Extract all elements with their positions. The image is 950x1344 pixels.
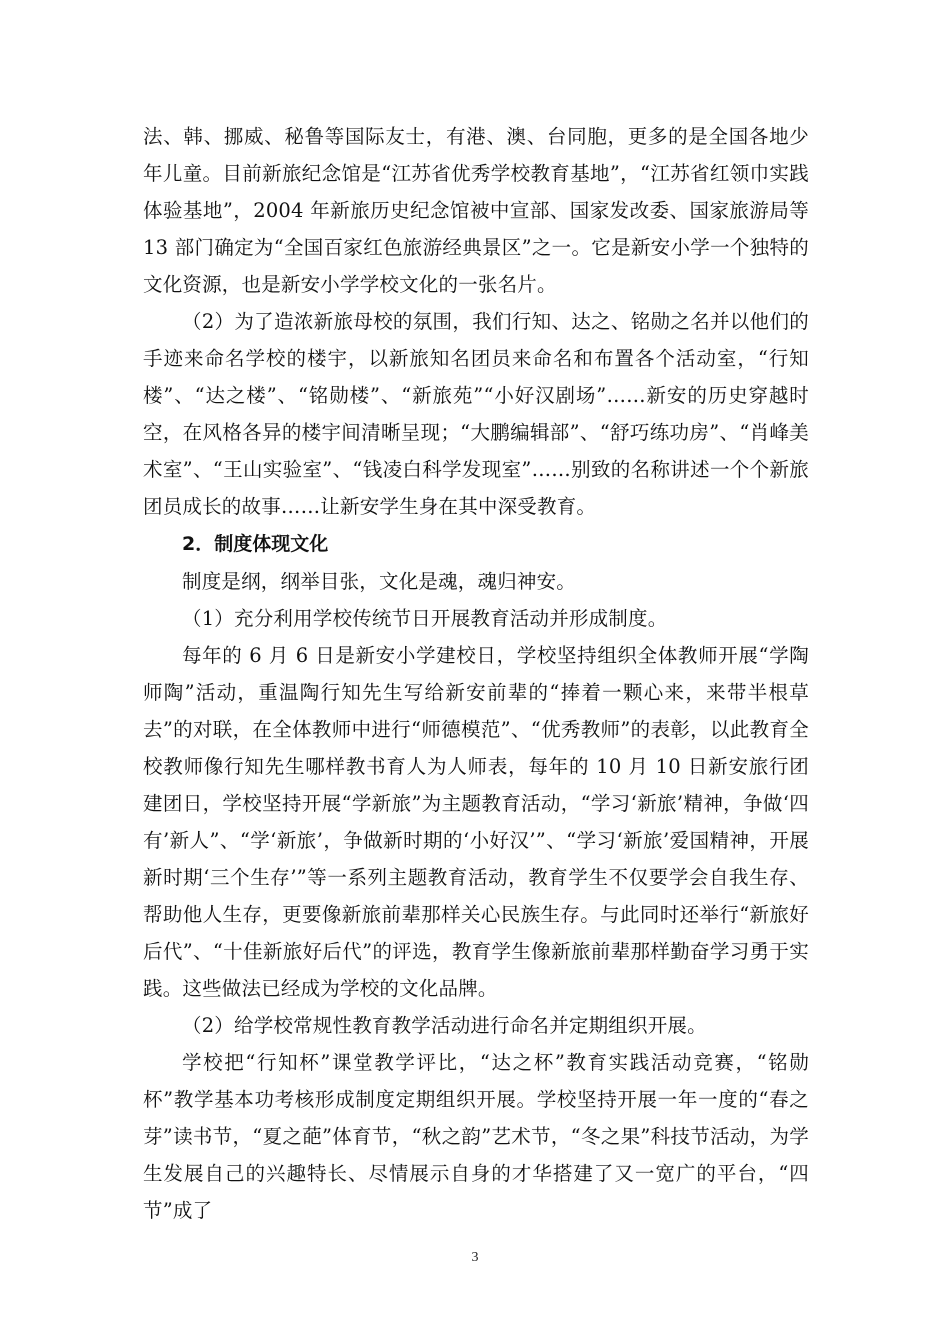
paragraph-item-1: （1）充分利用学校传统节日开展教育活动并形成制度。 xyxy=(182,607,668,630)
paragraph-building-names: （2）为了造浓新旅母校的氛围，我们行知、达之、铭勋之名并以他们的手迹来命名学校的楼宇，以新旅知名团员来命名和布置各个活动室，“行知楼”、“达之楼”、“铭勋楼”、“新旅苑”“小好汉剧场”……新安的历史穿越时空，在风格各异的楼宇间清晰呈现；“大鹏编辑部”、“舒巧练功房”、“肖峰美术室”、“王山实验室”、“钱凌白科学发现室”……别致的名称讲述一个个新旅团员成长的故事……让新安学生身在其中深受教育。 xyxy=(143,310,809,518)
paragraph-named-activities: 学校把“行知杯”课堂教学评比，“达之杯”教育实践活动竞赛，“铭勋杯”教学基本功考核形成制度定期组织开展。学校坚持开展一年一度的“春之芽”读书节，“夏之葩”体育节，“秋之韵”艺术节，“冬之果”科技节活动，为学生发展自己的兴趣特长、尽情展示自身的才华搭建了又一宽广的平台，“四节”成了 xyxy=(143,1051,809,1222)
document-body xyxy=(143,118,809,1229)
paragraph-museum-intro: 法、韩、挪威、秘鲁等国际友士，有港、澳、台同胞，更多的是全国各地少年儿童。目前新旅纪念馆是“江苏省优秀学校教育基地”，“江苏省红领巾实践体验基地”，2004 年新旅历史纪念馆被中宣部、国家发改委、国家旅游局等 13 部门确定为“全国百家红色旅游经典景区”之一。它是新安小学一个独特的文化资源，也是新安小学学校文化的一张名片。 xyxy=(143,125,809,296)
paragraph-item-2: （2）给学校常规性教育教学活动进行命名并定期组织开展。 xyxy=(182,1014,707,1037)
section-heading: 2．制度体现文化 xyxy=(182,533,329,555)
paragraph-festival-activities: 每年的 6 月 6 日是新安小学建校日，学校坚持组织全体教师开展“学陶师陶”活动，重温陶行知先生写给新安前辈的“捧着一颗心来，来带半根草去”的对联，在全体教师中进行“师德模范”、“优秀教师”的表彰，以此教育全校教师像行知先生哪样教书育人为人师表，每年的 10 月 10 日新安旅行团建团日，学校坚持开展“学新旅”为主题教育活动，“学习‘新旅’精神，争做‘四有’新人”、“学‘新旅’，争做新时期的‘小好汉’”、“学习‘新旅’爱国精神，开展新时期‘三个生存’”等一系列主题教育活动，教育学生不仅要学会自我生存、帮助他人生存，更要像新旅前辈那样关心民族生存。与此同时还举行“新旅好后代”、“十佳新旅好后代”的评选，教育学生像新旅前辈那样勤奋学习勇于实践。这些做法已经成为学校的文化品牌。 xyxy=(143,644,809,1000)
paragraph-system-culture: 制度是纲，纲举目张，文化是魂，魂归神安。 xyxy=(182,570,577,593)
page-number: 3 xyxy=(471,1250,479,1265)
